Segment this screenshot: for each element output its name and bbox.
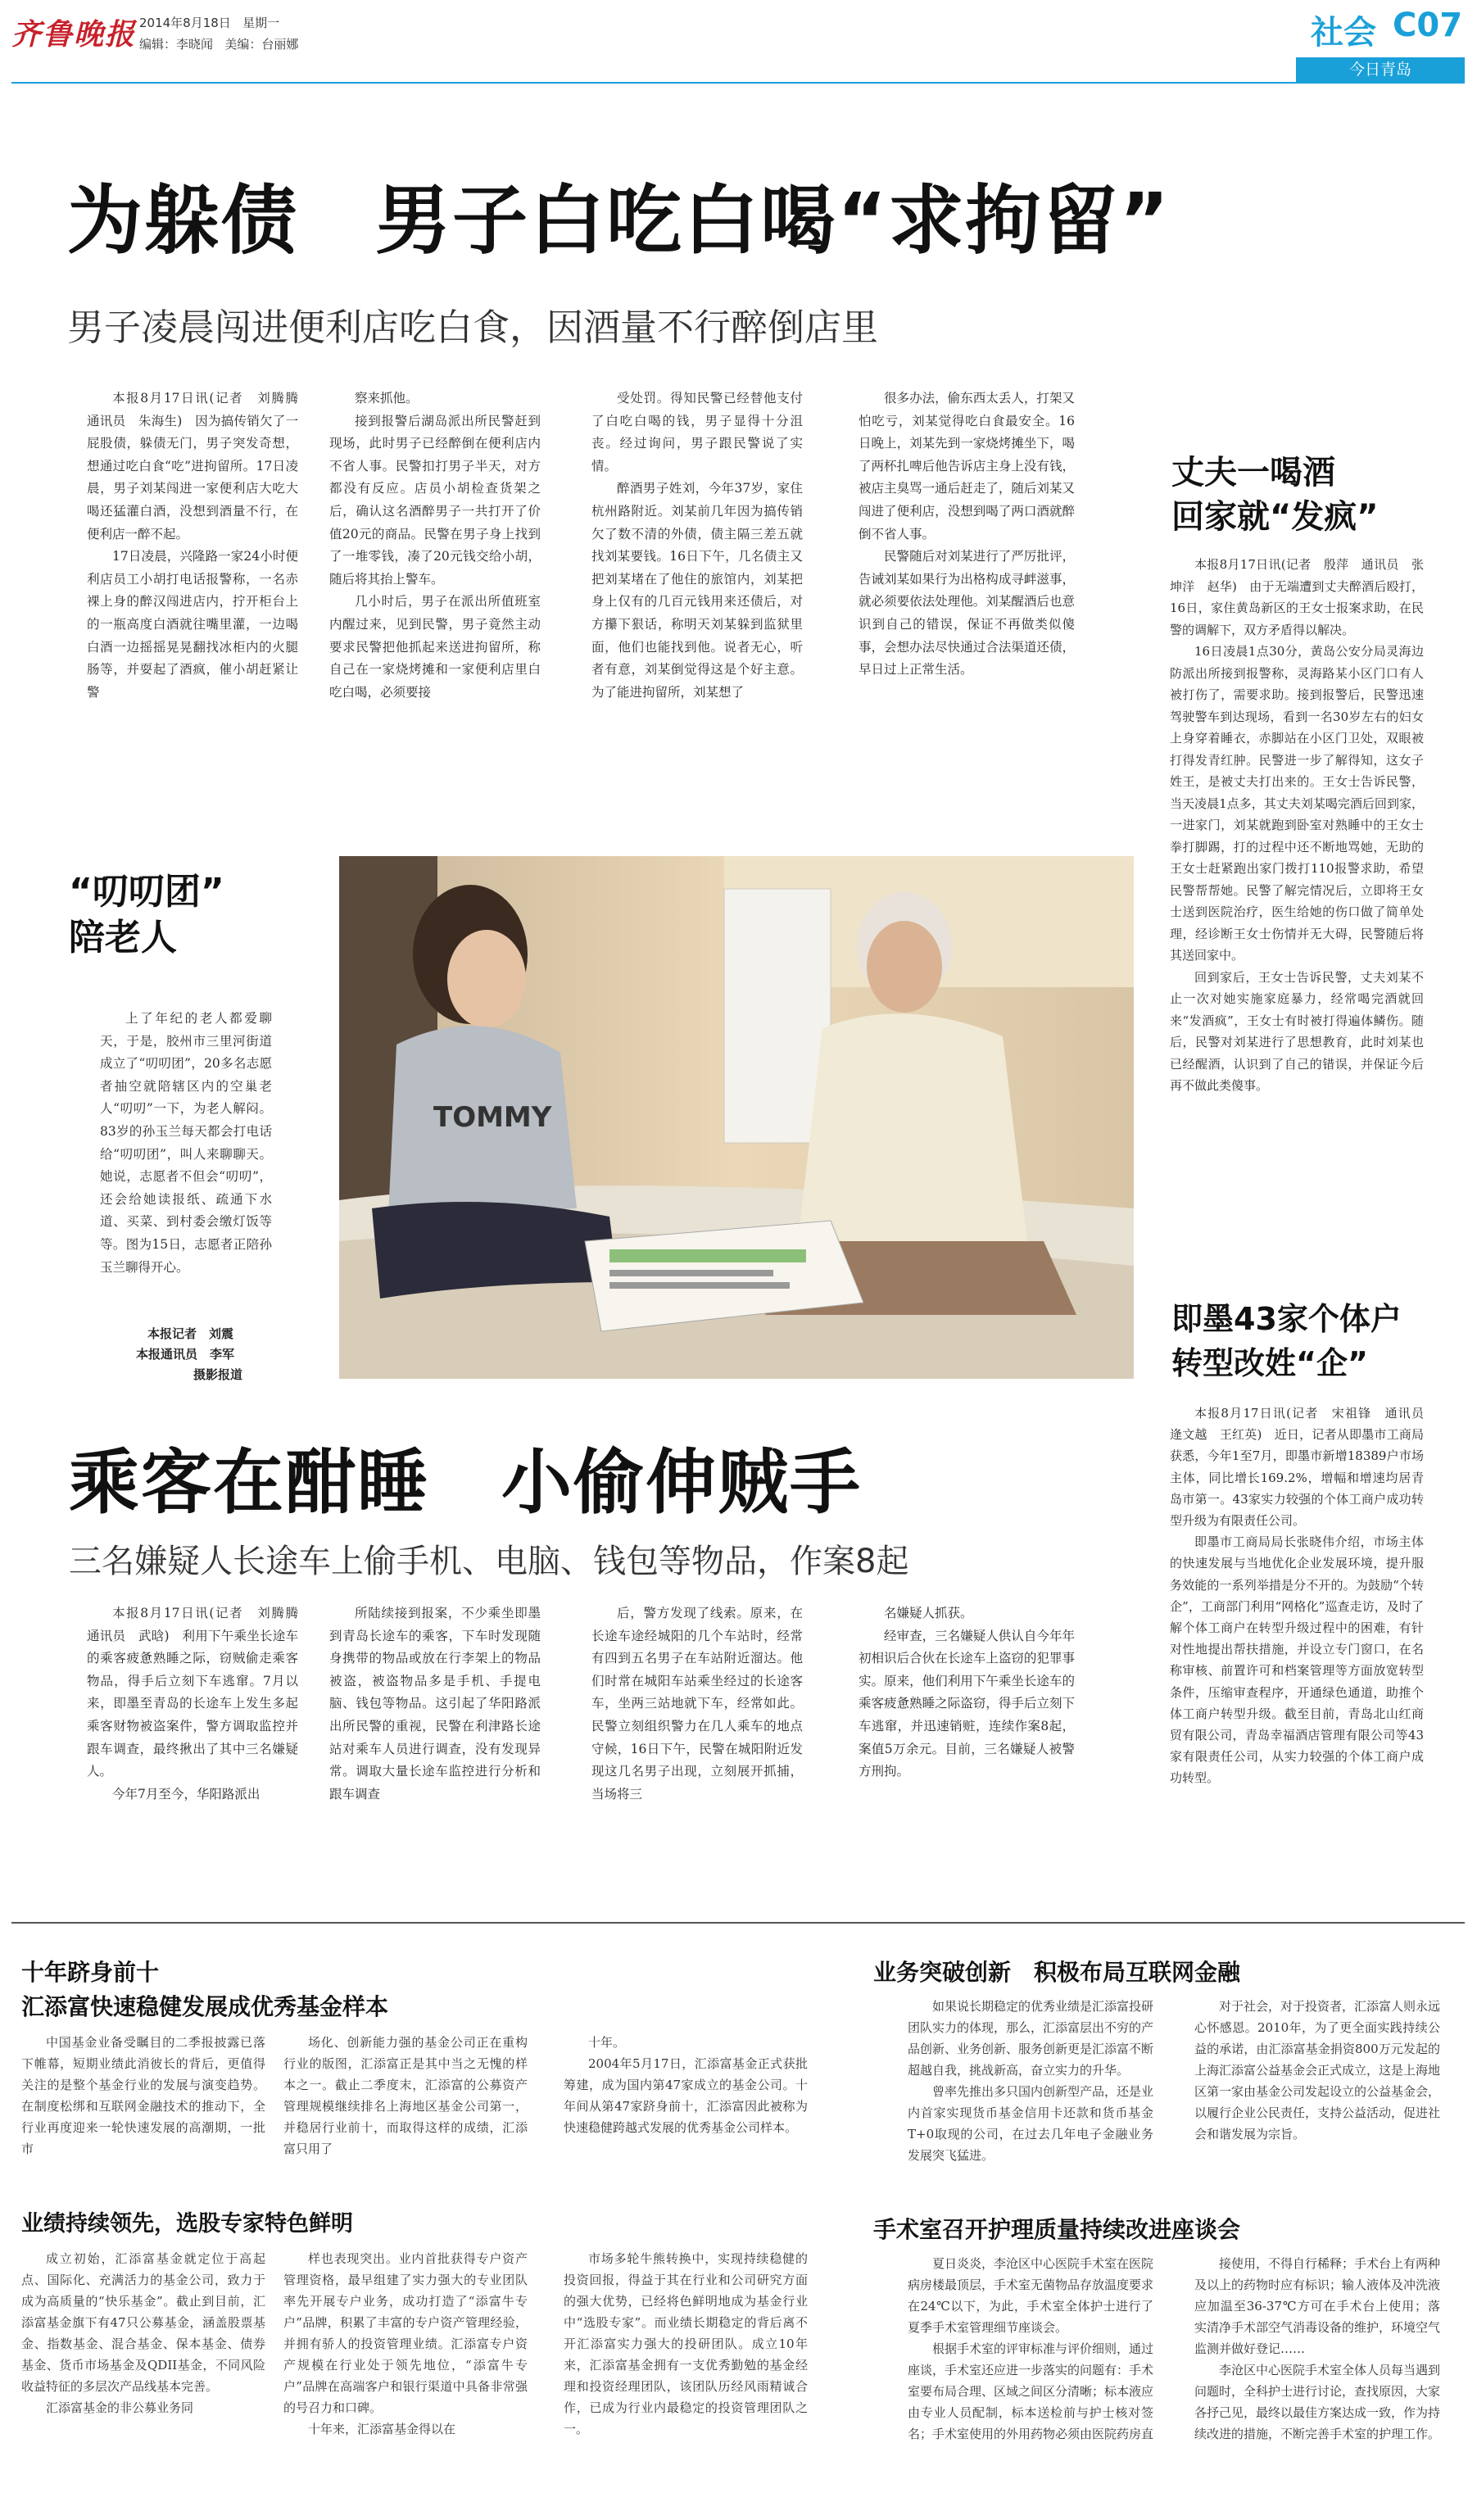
- story2-headline: 乘客在酣睡 小偷伸贼手: [69, 1442, 862, 1524]
- ad-left-col-5: [283, 2248, 528, 2510]
- ad-left-title-2: 汇添富快速稳健发展成优秀基金样本: [21, 1993, 389, 2020]
- ad-left-col6-text: 市场多轮牛熊转换中，实现持续稳健的投资回报，得益于其在行业和公司研究方面的强大优势，已经将色鲜明地成为基金行业中“选股专家”。而业绩长期稳定的背后离不开汇添富实力强大的投研团队。成立10年来，汇添富基金拥有一支优秀勤勉的基金经理和投资经理团队，该团队历经风雨精诚合作，已成为行业内最稳定的投资管理团队之一。: [564, 2251, 808, 2436]
- designer-credit: 美编：台丽娜: [224, 37, 299, 52]
- ad-right2-col2-text: 接使用，不得自行稀释；手术台上有两种及以上的药物时应有标识；输人液体及冲洗液应加温至36-37℃方可在手术台上使用；落实清净手术部空气消毒设备的维护，环境空气监测并做好登记…… 李沧区中心医院手术室全体人员每当遇到问题时，全科护士进行讨论，查找原因，大家各抒己见，最终以最佳方案达成一致，作为持续改进的措施，不断完善手术室的护理工作。: [1194, 2256, 1441, 2441]
- photo-credit-3: 摄影报道: [193, 1367, 243, 1382]
- sidebar1-body: [1170, 554, 1424, 1332]
- story1-column-4: [859, 388, 1075, 789]
- ad-right1-col-2: [1194, 1996, 1440, 2209]
- issue-weekday: 星期一: [242, 16, 280, 30]
- photo-caption-text: 上了年纪的老人都爱聊天，于是，胶州市三里河街道成立了“叨叨团”，20多名志愿者抽空就陪辖区内的空巢老人“叨叨”一下，为老人解闷。83岁的孙玉兰每天都会打电话给“叨叨团”，叫人来聊聊天。她说，志愿者不但会“叨叨”，还会给她读报纸、疏通下水道、买菜、到村委会缴灯饭等等。图为15日，志愿者正陪孙玉兰聊得开心。: [100, 1011, 272, 1275]
- ad-left-col4-text: 成立初始，汇添富基金就定位于高起点、国际化、充满活力的基金公司，致力于成为高质量的“快乐基金”。截止到目前，汇添富基金旗下有47只公募基金，涵盖股票基金、指数基金、混合基金、保本基金、债券基金、货币市场基金及QDII基金，不同风险收益特征的多层次产品线基本完善。 汇添富基金的非公募业务同: [21, 2251, 265, 2415]
- story2-subhead: 三名嫌疑人长途车上偷手机、电脑、钱包等物品，作案8起: [69, 1543, 909, 1580]
- ad-left-col-2: [283, 2032, 528, 2228]
- ad-right1-col2-text: 对于社会，对于投资者，汇添富人则永远心怀感恩。2010年，为了更全面实践持续公益的承诺，由汇添富基金捐资800万元发起的上海汇添富公益基金会正式成立，这是上海地区第一家由基金公司发起设立的公益基金会，以履行企业公民责任，支持公益活动，促进社会和谐发展为宗旨。: [1194, 1999, 1441, 2142]
- news-photo: [339, 856, 1134, 1379]
- story2-col3-text: 后，警方发现了线索。原来，在长途车途经城阳的几个车站时，经常有四到五名男子在车站附近溜达。他们时常在城阳车站乘坐经过的长途客车，坐两三站地就下车，经常如此。民警立刻组织警力在几人乘车的地点守候，16日下午，民警在城阳附近发现这几名男子出现，立刻展开抓捕，当场将三: [591, 1606, 803, 1802]
- photo-credit-1: 本报记者 刘震: [147, 1326, 234, 1341]
- story1-column-1: [87, 388, 311, 789]
- story2-column-2: [329, 1602, 541, 1848]
- story1-col2-text: 察来抓他。 接到报警后湖岛派出所民警赶到现场，此时男子已经醉倒在便利店内不省人事。民警扣打男子半天，对方都没有反应。店员小胡检查货架之后，确认这名酒醉男子一共打开了价值20元的商品。民警在男子身上找到了一堆零钱，凑了20元钱交给小胡，随后将其抬上警车。 几小时后，男子在派出所值班室内醒过来，见到民警，男子竟然主动要求民警把他抓起来送进拘留所，称自己在一家烧烤摊和一家便利店里白吃白喝，必须要接: [329, 391, 541, 700]
- story1-col1-text: 本报8月17日讯(记者 刘腾腾 通讯员 朱海生) 因为搞传销欠了一屁股债，躲债无门，男子突发奇想，想通过吃白食“吃”进拘留所。17日凌晨，男子刘某闯进一家便利店大吃大喝还猛灌白酒，没想到酒量不行，在便利店一醉不起。 17日凌晨，兴隆路一家24小时便利店员工小胡打电话报警称，一名赤裸上身的醉汉闯进店内，拧开柜台上的一瓶高度白酒就往嘴里灌，一边喝白酒一边摇摇晃晃翻找冰柜内的火腿肠等，并耍起了酒疯，催小胡赶紧让警: [87, 391, 311, 700]
- sidebar2-title-2: 转型改姓“企”: [1171, 1345, 1368, 1381]
- ad-left-col1-text: 中国基金业备受瞩目的二季报披露已落下帷幕，短期业绩此消彼长的背后，更值得关注的是整个基金行业的发展与演变趋势。在制度松绑和互联网金融技术的推动下，全行业再度迎来一轮快速发展的高潮期，一批市: [21, 2035, 265, 2156]
- story1-col3-text: 受处罚。得知民警已经替他支付了白吃白喝的钱，男子显得十分沮丧。经过询问，男子跟民警说了实情。 醉酒男子姓刘，今年37岁，家住杭州路附近。刘某前几年因为搞传销欠了数不清的外债，债主隔三差五就找刘某要钱。16日下午，几名债主又把刘某堵在了他住的旅馆内，刘某把身上仅有的几百元钱用来还债后，对方攥下狠话，称明天刘某躲到监狱里面，他们也能找到他。说者无心，听者有意，刘某倒觉得这是个好主意。为了能进拘留所，刘某想了: [591, 391, 803, 700]
- photo-caption-body: [100, 1008, 272, 1319]
- page-number: C07: [1393, 7, 1463, 44]
- photo-title-1: “叨叨团”: [69, 871, 224, 913]
- story1-headline: 为躲债 男子白吃白喝“求拘留”: [67, 177, 1171, 265]
- photo-shirt-text: TOMMY: [433, 1101, 552, 1134]
- photo-title-2: 陪老人: [69, 917, 177, 959]
- story2-col2-text: 所陆续接到报案，不少乘坐即墨到青岛长途车的乘客，下车时发现随身携带的物品或放在行李架上的物品被盗，被盗物品多是手机、手提电脑、钱包等物品。这引起了华阳路派出所民警的重视，民警在利津路长途站对乘车人员进行调查，没有发现异常。调取大量长途车监控进行分析和跟车调查: [329, 1606, 541, 1802]
- story2-col1-text: 本报8月17日讯(记者 刘腾腾 通讯员 武晗) 利用下午乘坐长途车的乘客疲惫熟睡之际，窃贼偷走乘客物品，得手后立刻下车逃窜。7月以来，即墨至青岛的长途车上发生多起乘客财物被盗案件，警方调取监控并跟车调查，最终揪出了其中三名嫌疑人。 今年7月至今，华阳路派出: [87, 1606, 311, 1802]
- story1-column-2: [329, 388, 541, 789]
- ad-left-subtitle: 业绩持续领先，选股专家特色鲜明: [21, 2211, 353, 2237]
- ad-left-col2-text: 场化、创新能力强的基金公司正在重构行业的版图，汇添富正是其中当之无愧的样本之一。截止二季度末，汇添富的公募资产管理规模继续排名上海地区基金公司第一，并稳居行业前十，而取得这样的成绩，汇添富只用了: [283, 2035, 528, 2156]
- ad-left-col3-text: 十年。 2004年5月17日，汇添富基金正式获批筹建，成为国内第47家成立的基金公司。十年间从第47家跻身前十，汇添富因此被称为快速稳健跨越式发展的优秀基金公司样本。: [564, 2035, 808, 2135]
- issue-date: 2014年8月18日: [139, 16, 231, 30]
- sidebar2-body: [1170, 1403, 1437, 1898]
- photo-credit-2: 本报通讯员 李军: [136, 1347, 235, 1362]
- region-bar: [1296, 57, 1465, 82]
- sidebar1-title-1: 丈夫一喝酒: [1171, 454, 1335, 492]
- ad-left-col-1: [21, 2032, 265, 2228]
- masthead-rule: [11, 82, 1465, 84]
- ad-left-col-3: [564, 2032, 808, 2228]
- sidebar2-text: 本报8月17日讯(记者 宋祖锋 通讯员 逄文越 王红英) 近日，记者从即墨市工商局获悉，今年1至7月，即墨市新增18389户市场主体，同比增长169.2%，增幅和增速均居青岛市第一。43家实力较强的个体工商户成功转型升级为有限责任公司。 即墨市工商局局长张晓伟介绍，市场主体的快速发展与当地优化企业发展环境，提升服务效能的一系列举措是分不开的。为鼓励“个转企”，工商部门利用“网格化”巡查走访，及时了解个体工商户在转型升级过程中的困难，有针对性地提出帮扶措施，并设立专门窗口，在名称审核、前置许可和档案管理等方面放宽转型条件，压缩审查程序，开通绿色通道，助推个体工商户转型升级。截至目前，青岛北山红商贸有限公司，青岛幸福酒店管理有限公司等43家有限责任公司，从实力较强的个体工商户成功转型。: [1170, 1406, 1437, 1786]
- masthead-logo: 齐鲁晚报: [11, 17, 137, 52]
- story1-col4-text: 很多办法，偷东西太丢人，打架又怕吃亏，刘某觉得吃白食最安全。16日晚上，刘某先到一家烧烤摊坐下，喝了两杯扎啤后他告诉店主身上没有钱，被店主臭骂一通后赶走了，随后刘某又闯进了便利店，没想到喝了两口酒就醉倒不省人事。 民警随后对刘某进行了严厉批评，告诫刘某如果行为出格构成寻衅滋事，就必须要依法处理他。刘某醒酒后也意识到自己的错误，保证不再做类似傻事，会想办法尽快通过合法渠道还债，早日过上正常生活。: [859, 391, 1075, 678]
- story2-column-1: [87, 1602, 311, 1848]
- ad-left-col-6: [564, 2248, 808, 2510]
- story2-column-4: [859, 1602, 1075, 1848]
- ad-divider: [11, 1922, 1465, 1924]
- sidebar2-title-1: 即墨43家个体户: [1171, 1301, 1402, 1337]
- ad-right1-col1-text: 如果说长期稳定的优秀业绩是汇添富投研团队实力的体现，那么，汇添富层出不穷的产品创新、业务创新、服务创新更是汇添富不断超越自我，挑战新高，奋立实力的升华。 曾率先推出多只国内创新型产品，还是业内首家实现货币基金信用卡还款和货币基金T+0取现的公司，在过去几年电子金融业务发展突飞猛进。: [908, 1999, 1154, 2163]
- ad-right2-col-1: [908, 2253, 1153, 2510]
- ad-left-title-1: 十年跻身前十: [21, 1959, 160, 1986]
- section-name: 社会: [1311, 14, 1376, 52]
- editor-credit: 编辑：李晓闻: [139, 37, 214, 52]
- story2-column-3: [591, 1602, 803, 1848]
- story1-column-3: [591, 388, 803, 789]
- ad-right1-col-1: [908, 1996, 1153, 2209]
- ad-left-col-4: [21, 2248, 265, 2510]
- ad-right2-title: 手术室召开护理质量持续改进座谈会: [873, 2216, 1241, 2243]
- ad-left-col5-text: 样也表现突出。业内首批获得专户资产管理资格，最早组建了实力强大的专业团队率先开展专户业务，成功打造了“添富牛专户”品牌，积累了丰富的专户资产管理经验，并拥有骄人的投资管理业绩。汇添富专户资产规模在行业处于领先地位，“添富牛专户”品牌在高端客户和银行渠道中具备非常强的号召力和口碑。 十年来，汇添富基金得以在: [283, 2251, 528, 2436]
- region-label: 今日青岛: [1348, 61, 1411, 79]
- ad-right1-title: 业务突破创新 积极布局互联网金融: [873, 1959, 1241, 1986]
- ad-right2-col-2: [1194, 2253, 1440, 2510]
- story1-subhead: 男子凌晨闯进便利店吃白食，因酒量不行醉倒店里: [67, 306, 879, 349]
- ad-right2-col1-text: 夏日炎炎，李沧区中心医院手术室在医院病房楼最顶层，手术室无菌物品存放温度要求在24℃以下，为此，手术室全体护士进行了夏季手术室管理细节座谈会。 根据手术室的评审标准与评价细则，通过座谈，手术室还应进一步落实的问题有：手术室要布局合理、区域之间区分清晰；标本液应由专业人员配制，标本送检前与护士核对签名；手术室使用的外用药物必须由医院药房直: [908, 2256, 1154, 2441]
- story2-col4-text: 名嫌疑人抓获。 经审查，三名嫌疑人供认自今年年初相识后合伙在长途车上盗窃的犯罪事实。原来，他们利用下午乘坐长途车的乘客疲惫熟睡之际盗窃，得手后立刻下车逃窜，并迅速销赃，连续作案8起，案值5万余元。目前，三名嫌疑人被警方刑拘。: [859, 1606, 1075, 1779]
- sidebar1-text: 本报8月17日讯(记者 殷萍 通讯员 张坤洋 赵华) 由于无端遭到丈夫醉酒后殴打，16日，家住黄岛新区的王女士报案求助，在民警的调解下，双方矛盾得以解决。 16日凌晨1点30分，黄岛公安分局灵海边防派出所接到报警称，灵海路某小区门口有人被打伤了，需要求助。接到报警后，民警迅速驾驶警车到达现场，看到一名30岁左右的妇女上身穿着睡衣，赤脚站在小区门卫处，双眼被打得发青红肿。民警进一步了解得知，这女子姓王，是被丈夫打出来的。王女士告诉民警，当天凌晨1点多，其丈夫刘某喝完酒后回到家，一进家门，刘某就跑到卧室对熟睡中的王女士拳打脚踢，打的过程中还不断地骂她，无助的王女士赶紧跑出家门拨打110报警求助，希望民警帮帮她。民警了解完情况后，立即将王女士送到医院治疗，医生给她的伤口做了简单处理，经诊断王女士伤情并无大碍，民警随后将其送回家中。 回到家后，王女士告诉民警，丈夫刘某不止一次对她实施家庭暴力，经常喝完酒就回来“发酒疯”，王女士有时被打得遍体鳞伤。随后，民警对刘某进行了思想教育，此时刘某也已经醒酒，认识到了自己的错误，并保证今后再不做此类傻事。: [1170, 557, 1424, 1093]
- sidebar1-title-2: 回家就“发疯”: [1171, 498, 1379, 536]
